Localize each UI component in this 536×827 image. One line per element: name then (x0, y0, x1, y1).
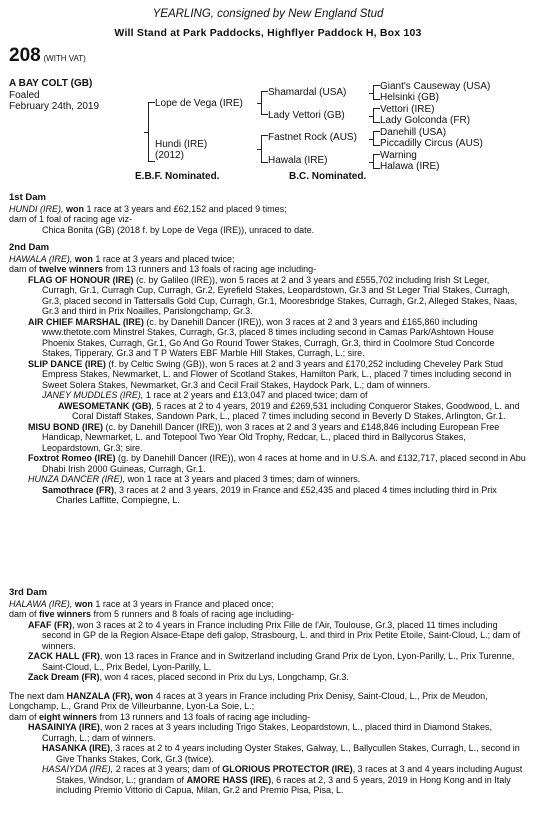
sss: Giant's Causeway (USA) (380, 81, 491, 92)
sire-dam: Lady Vettori (GB) (268, 110, 345, 121)
sds: Vettori (IRE) (380, 104, 435, 115)
produce-entry: HASAINIYA (IRE), won 2 races at 3 years including Trigo Stakes, Leopardstown, L., placed third in Diamond Stakes, Curragh, L.; dam of winners. (28, 722, 493, 743)
sire-sire: Shamardal (USA) (268, 87, 347, 98)
ssd: Helsinki (GB) (380, 92, 439, 103)
third-dam-section (0, 588, 536, 796)
dam: Hundi (IRE) (155, 139, 208, 150)
pedigree-brace-sd (373, 108, 380, 123)
produce-entry: HASAIYDA (IRE), 2 races at 3 years; dam of GLORIOUS PROTECTOR (IRE), 3 races at 3 and 4 years including August Stakes, Windsor, L.; grandam of AMORE HASS (IRE), 6 races at 2, 3 and 5 years, 2019 in Hong Kong and in Italy including Premio Vittorio di Capua, Milan, Gr.2 and Premio Pisa, Pisa, L. (42, 764, 523, 795)
third-dam-produce-intro: dam of five winners from 5 runners and 8 foals of racing age including- (9, 609, 295, 619)
pedigree-brace-ds (373, 131, 380, 146)
third-dam-line: HALAWA (IRE), won 1 race at 3 years in France and placed once; (9, 598, 274, 609)
produce-entry: SLIP DANCE (IRE) (f. by Celtic Swing (GB)), won 5 races at 2 and 3 years and £170,252 including Cheveley Park Stud Empress Stakes, Newmarket, L. and Flower of Scotland Stakes, Hamilton Park, L., placed 7 times including second in Sweet Solera Stakes, Newmarket, Gr.3 and Cecil Frail Stakes, Haydock Park, L.; dam of winners. (28, 358, 512, 390)
lot-number: 208 (9, 45, 41, 66)
dam-year: (2012) (155, 150, 184, 161)
lot-name: A BAY COLT (GB) (9, 78, 93, 89)
dss: Danehill (USA) (380, 127, 447, 138)
second-dam-produce-intro: dam of twelve winners from 13 runners and 13 foals of racing age including- (9, 264, 317, 274)
vat-note: (WITH VAT) (43, 54, 86, 63)
produce-entry: AFAF (FR), won 3 races at 2 to 4 years in France including Prix Fille de l'Air, Toulouse, Gr.3, placed 11 times including second in GP de la Region Alsace-Etape defi galop, Strasbourg, L. and third in Prix Petite Etoile, Saint-Cloud, L.; dam of winners. (28, 619, 521, 651)
dsd: Piccadilly Circus (AUS) (380, 138, 483, 149)
produce-entry: HASANKA (IRE), 3 races at 2 to 4 years including Oyster Stakes, Galway, L., Ballycullen Stakes, Curragh, L., second in Give Thanks Stakes, Cork, Gr.3 (twice). (42, 743, 520, 764)
ddd: Halawa (IRE) (380, 161, 440, 172)
produce-entry: HUNZA DANCER (IRE), won 1 race at 3 years and placed 3 times; dam of winners. (28, 474, 361, 484)
page-title: YEARLING, consigned by New England Stud (152, 8, 384, 20)
sire: Lope de Vega (IRE) (155, 98, 243, 109)
next-dam-line: The next dam HANZALA (FR), won 4 races at 3 years in France including Prix Denisy, Saint-Cloud, L., Prix de Meudon, Longchamp, L., Grand Prix de Villeurbanne, Lyon-La Soie, L.; (9, 690, 488, 711)
first-dam-produce-intro: dam of 1 foal of racing age viz- (9, 214, 133, 224)
lot-heading (9, 45, 86, 66)
produce-entry: FLAG OF HONOUR (IRE) (c. by Galileo (IRE)), won 5 races at 2 and 3 years and £555,702 including Irish St Leger, Curragh, Gr.1, Curragh Cup, Curragh, Gr.2, Eyrefield Stakes, Leopardstown, Gr.3 and St Leger Trial Stakes, Curragh, Gr.3, placed second in Tattersalls Gold Cup, Curragh, Gr.1, Mooresbridge Stakes, Curragh, Gr.2, Alleged Stakes, Naas, Gr.3 and third in Prix Noailles, Parislongchamp, Gr.3. (28, 274, 518, 316)
produce-entry: AWESOMETANK (GB), 5 races at 2 to 4 years, 2019 and £269,531 including Conqueror Stakes, Goodwood, L. and Coral Distaff Stakes, Sandown Park, L., placed 7 times including second in Beverly D Stakes, Arlington, Gr.1. (58, 400, 520, 421)
dam-dam: Hawala (IRE) (268, 155, 328, 166)
produce-entry: Chica Bonita (GB) (2018 f. by Lope de Vega (IRE)), unraced to date. (42, 224, 315, 235)
first-dam-section (0, 193, 536, 235)
first-dam-line: HUNDI (IRE), won 1 race at 3 years and £62,152 and placed 9 times; (9, 203, 287, 214)
produce-entry: MISU BOND (IRE) (c. by Danehill Dancer (IRE)), won 3 races at 2 and 3 years and £148,846 including European Free Handicap, Newmarket, L. and Totepool Two Year Old Trophy, Redcar, L., placed third in Ballycorus Stakes, Leopardstown, Gr.3; sire. (28, 421, 500, 453)
next-dam-produce-intro: dam of eight winners from 13 runners and 13 foals of racing age including- (9, 711, 311, 722)
sdd: Lady Golconda (FR) (380, 115, 471, 126)
dam-sire: Fastnet Rock (AUS) (268, 132, 357, 143)
third-dam-heading: 3rd Dam (9, 587, 48, 598)
produce-entry: Foxtrot Romeo (IRE) (g. by Danehill Dancer (IRE)), won 4 races at home and in U.S.A. and £132,717, placed second in Abu Dhabi Irish 2000 Guineas, Curragh, Gr.1. (28, 453, 526, 474)
second-dam-section (0, 243, 536, 506)
dds: Warning (380, 150, 417, 161)
foaled-date: February 24th, 2019 (9, 101, 100, 112)
second-dam-line: HAWALA (IRE), won 1 race at 3 years and placed twice; (9, 253, 235, 264)
pedigree-brace-dd (373, 154, 380, 169)
pedigree-brace-main (148, 102, 155, 162)
second-dam-heading: 2nd Dam (9, 242, 50, 253)
produce-entry: ZACK HALL (FR), won 13 races in France and in Switzerland including Grand Prix de Lyon, Lyon-Parilly, L., Prix Turenne, Saint-Cloud, L., Prix Bedel, Lyon-Parilly, L. (28, 651, 515, 672)
pedigree-brace-dam (261, 135, 268, 163)
foaled-label: Foaled (9, 90, 40, 101)
produce-entry: Samothrace (FR), 3 races at 2 and 3 years, 2019 in France and £52,435 and placed 4 times including third in Prix Charles Laffitte, Compiegne, L. (42, 484, 497, 505)
produce-entry: JANEY MUDDLES (IRE), 1 race at 2 years and £13,047 and placed twice; dam of (42, 390, 368, 400)
pedigree-brace-sire (261, 91, 268, 115)
ebf-nomination: E.B.F. Nominated. (135, 171, 220, 182)
stand-location: Will Stand at Park Paddocks, Highflyer Paddock H, Box 103 (114, 27, 422, 39)
produce-entry: AIR CHIEF MARSHAL (IRE) (c. by Danehill Dancer (IRE)), won 3 races at 2 and 3 years and £165,860 including www.thetote.com Minstrel Stakes, Curragh, Gr.3, placed 8 times including second in Camas Park/Ashtown House Phoenix Stakes, Curragh, Gr.1, Go And Go Round Tower Stakes, Curragh, Gr.3, third in Coolmore Stud Concorde Stakes, Tipperary, Gr.3 and T P Waters EBF Marble Hill Stakes, Curragh, L.; sire. (28, 316, 495, 358)
first-dam-heading: 1st Dam (9, 192, 46, 203)
produce-entry: Zack Dream (FR), won 4 races, placed second in Prix du Lys, Longchamp, Gr.3. (28, 672, 349, 682)
bc-nomination: B.C. Nominated. (289, 171, 367, 182)
pedigree-brace-ss (373, 85, 380, 100)
